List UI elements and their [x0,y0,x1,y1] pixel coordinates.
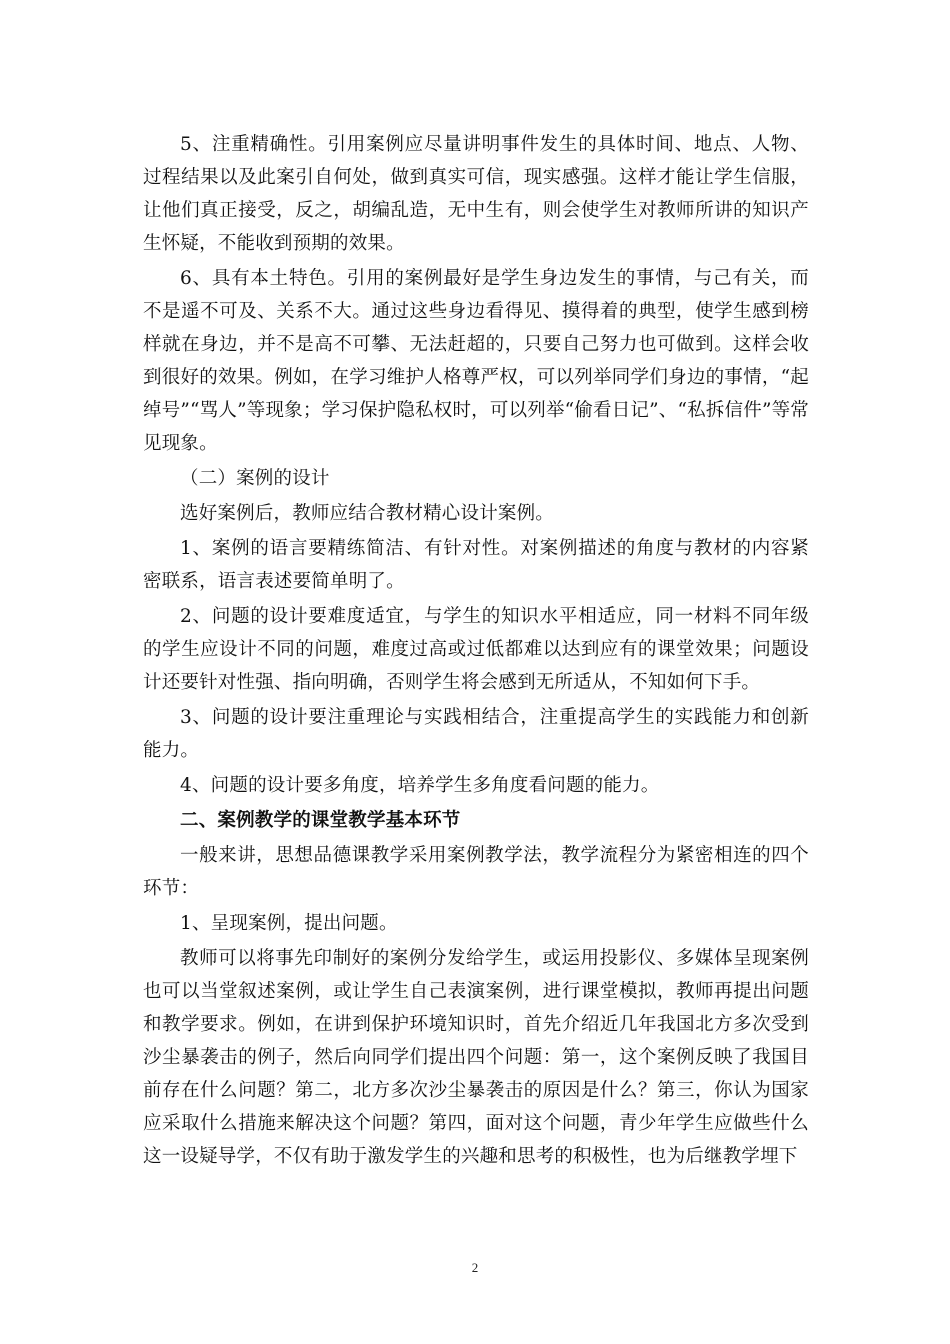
paragraph-local-features: 6、具有本土特色。引用的案例最好是学生身边发生的事情，与己有关，而不是遥不可及、关系不大。通过这些身边看得见、摸得着的典型，使学生感到榜样就在身边，并不是高不可攀、无法赶超的，只要自己努力也可做到。这样会收到很好的效果。例如，在学习维护人格尊严权，可以列举同学们身边的事情，“起绰号”“骂人”等现象；学习保护隐私权时，可以列举“偷看日记”、“私拆信件”等常见现象。 [143,268,810,454]
paragraph-design-point-2: 2、问题的设计要难度适宜，与学生的知识水平相适应，同一材料不同年级的学生应设计不同的问题，难度过高或过低都难以达到应有的课堂效果；问题设计还要针对性强、指向明确，否则学生将会感到无所适从，不知如何下手。 [143,606,809,693]
page-number: 2 [471,1260,479,1275]
section-heading-classroom-steps: 二、案例教学的课堂教学基本环节 [180,810,461,831]
paragraph-design-point-3: 3、问题的设计要注重理论与实践相结合，注重提高学生的实践能力和创新能力。 [143,707,809,761]
paragraph-step-1-detail: 教师可以将事先印制好的案例分发给学生，或运用投影仪、多媒体呈现案例也可以当堂叙述案例，或让学生自己表演案例，进行课堂模拟，教师再提出问题和教学要求。例如，在讲到保护环境知识时，首先介绍近几年我国北方多次受到沙尘暴袭击的例子，然后向同学们提出四个问题：第一，这个案例反映了我国目前存在什么问题？第二，北方多次沙尘暴袭击的原因是什么？第三，你认为国家应采取什么措施来解决这个问题？第四，面对这个问题，青少年学生应做些什么这一设疑导学，不仅有助于激发学生的兴趣和思考的积极性，也为后继教学埋下 [143,948,809,1167]
paragraph-design-intro: 选好案例后，教师应结合教材精心设计案例。 [180,503,555,524]
section-heading-case-design: （二）案例的设计 [180,468,330,489]
paragraph-design-point-1: 1、案例的语言要精练简洁、有针对性。对案例描述的角度与教材的内容紧密联系，语言表述要简单明了。 [143,538,809,592]
paragraph-accuracy: 5、注重精确性。引用案例应尽量讲明事件发生的具体时间、地点、人物、过程结果以及此案引自何处，做到真实可信，现实感强。这样才能让学生信服，让他们真正接受，反之，胡编乱造，无中生有，则会使学生对教师所讲的知识产生怀疑，不能收到预期的效果。 [143,134,809,254]
paragraph-steps-intro: 一般来讲，思想品德课教学采用案例教学法，教学流程分为紧密相连的四个环节： [143,845,809,899]
paragraph-design-point-4: 4、问题的设计要多角度，培养学生多角度看问题的能力。 [180,775,660,796]
paragraph-step-1-title: 1、呈现案例，提出问题。 [180,913,398,934]
body-text [143,128,809,1173]
